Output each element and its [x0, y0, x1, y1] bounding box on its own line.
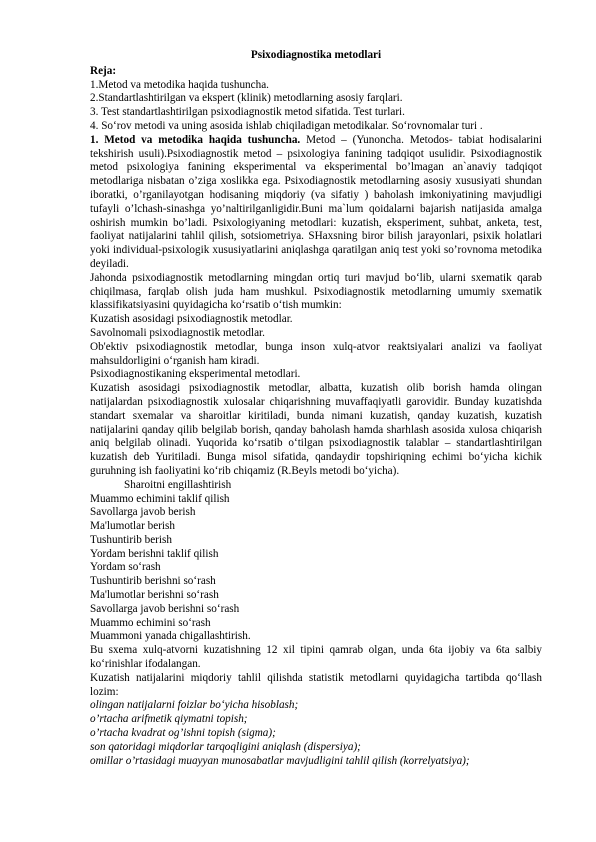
paragraph-scheme-summary: Bu sxema xulq-atvorni kuzatishning 12 xil tipini qamrab olgan, unda 6ta ijobiy va 6ta salbiy ko‘rinishlar ifodalangan.: [90, 644, 542, 671]
statistics-item: omillar o’rtasidagi muayyan munosabatlar mavjudligini tahlil qilish (korrelyatsiya);: [90, 754, 470, 767]
paragraph-statistics: Kuzatish natijalarini miqdoriy tahlil qilishda statistik metodlarni quyidagicha tartibda qo‘llash lozim:: [90, 671, 542, 698]
scheme-item: Yordam berishni taklif qilish: [90, 547, 219, 560]
scheme-item: Tushuntirib berishni so‘rash: [90, 575, 216, 588]
document-title: Psixodiagnostika metodlari: [250, 49, 382, 61]
statistics-item: olingan natijalarni foizlar bo‘yicha hisoblash;: [90, 699, 299, 712]
section1-paragraph: [90, 134, 542, 272]
statistics-item: o’rtacha kvadrat og’ishni topish (sigma);: [90, 727, 276, 740]
paragraph-classification: Jahonda psixodiagnostik metodlarning mingdan ortiq turi mavjud bo‘lib, ularni sxematik qarab chiqilmasa, farqlab olish juda ham mushkul. Psixodiagnostik metodlarning umumiy sxematik klassifikatsiyasini quyidagicha ko‘rsatib o‘tish mumkin:: [90, 271, 542, 312]
statistics-item: son qatoridagi miqdorlar tarqoqligini aniqlash (dispersiya);: [90, 740, 361, 753]
plan-item-4: 4. So‘rov metodi va uning asosida ishlab chiqiladigan metodikalar. So‘rovnomalar turi .: [90, 119, 483, 132]
section1-text: Metod – (Yunoncha. Metodos- tabiat hodisalarini tekshirish usuli).Psixodiagnostik metod – psixologiya fanining tadqiqot usulidir. Psixodiagnostik metod psixologiya fanining eksperimental va eksperimental bo’lmagan an`anaviy tadqiqot metodlariga nisbatan o’ziga xoslikka ega. Psixodiagnostik metodlarning asosiy xususiyati shundan iboratki, o’rganilayotgan hodisaning miqdoriy (va sifatiy ) baholash imkoniyatining mavjudligi tufayli o’lchash-sinashga yo’naltirilganligidir.Buni ma`lum qoidalarni bajarish natijasida amalga oshirish mumkin bo’ladi. Psixologiyaning metodlari: kuzatish, eksperiment, suhbat, anketa, test, faoliyat natijalarini tahlil qilish, sotsiometriya. SHaxsning biror bilish jarayonlari, psixik holatlari yoki individual-psixologik xususiyatlarini aniqlashga qaratilgan aniq test yoki so’rovnoma metodika deyiladi.: [90, 133, 542, 270]
scheme-item: Muammoni yanada chigallashtirish.: [90, 630, 251, 643]
paragraph-objective: Ob'ektiv psixodiagnostik metodlar, bunga inson xulq-atvor reaktsiyalari analizi va faoliyat mahsuldorligini o‘rganish ham kiradi.: [90, 340, 542, 367]
scheme-item: Tushuntirib berish: [90, 533, 172, 546]
scheme-item: Muammo echimini taklif qilish: [90, 492, 230, 505]
statistics-item: o’rtacha arifmetik qiymatni topish;: [90, 713, 248, 726]
method-line-2: Savolnomali psixodiagnostik metodlar.: [90, 326, 265, 339]
method-line-3: Psixodiagnostikaning eksperimental metodlari.: [90, 368, 301, 381]
scheme-item: Ma'lumotlar berish: [90, 520, 175, 533]
plan-item-1: 1.Metod va metodika haqida tushuncha.: [90, 78, 269, 91]
plan-item-2: 2.Standartlashtirilgan va ekspert (klinik) metodlarning asosiy farqlari.: [90, 92, 403, 105]
scheme-item: Yordam so‘rash: [90, 561, 161, 574]
plan-heading: Reja:: [90, 64, 117, 77]
scheme-item: Muammo echimini so‘rash: [90, 616, 211, 629]
scheme-item: Ma'lumotlar berishni so‘rash: [90, 589, 219, 602]
paragraph-observation: Kuzatish asosidagi psixodiagnostik metodlar, albatta, kuzatish olib borish hamda olingan natijalardan psixodiagnostik xulosalar chiqarishning muvaffaqiyatli garovidir. Bunday kuzatishda standart sxemalar va sharoitlar kiritiladi, bunda nimani kuzatish, qanday kuzatish, kuzatish natijalarini qanday qilib belgilab borish, qanday baholash hamda sharhlash asosida xulosa chiqarish aniq belgilab olinadi. Yuqorida ko‘rsatib o‘tilgan psixodiagnostik talablar – standartlashtirilgan kuzatish deb Yuritiladi. Bunga misol sifatida, qandaydir topshiriqning echimi bo‘yicha kichik guruhning ish faoliyatini ko‘rib chiqamiz (R.Beyls metodi bo‘yicha).: [90, 382, 542, 477]
scheme-heading: Sharoitni engillashtirish: [124, 478, 232, 491]
method-line-1: Kuzatish asosidagi psixodiagnostik metodlar.: [90, 313, 293, 326]
scheme-item: Savollarga javob berish: [90, 506, 196, 519]
plan-item-3: 3. Test standartlashtirilgan psixodiagnostik metod sifatida. Test turlari.: [90, 106, 405, 119]
section1-heading: 1. Metod va metodika haqida tushuncha.: [90, 133, 301, 146]
scheme-item: Savollarga javob berishni so‘rash: [90, 602, 240, 615]
